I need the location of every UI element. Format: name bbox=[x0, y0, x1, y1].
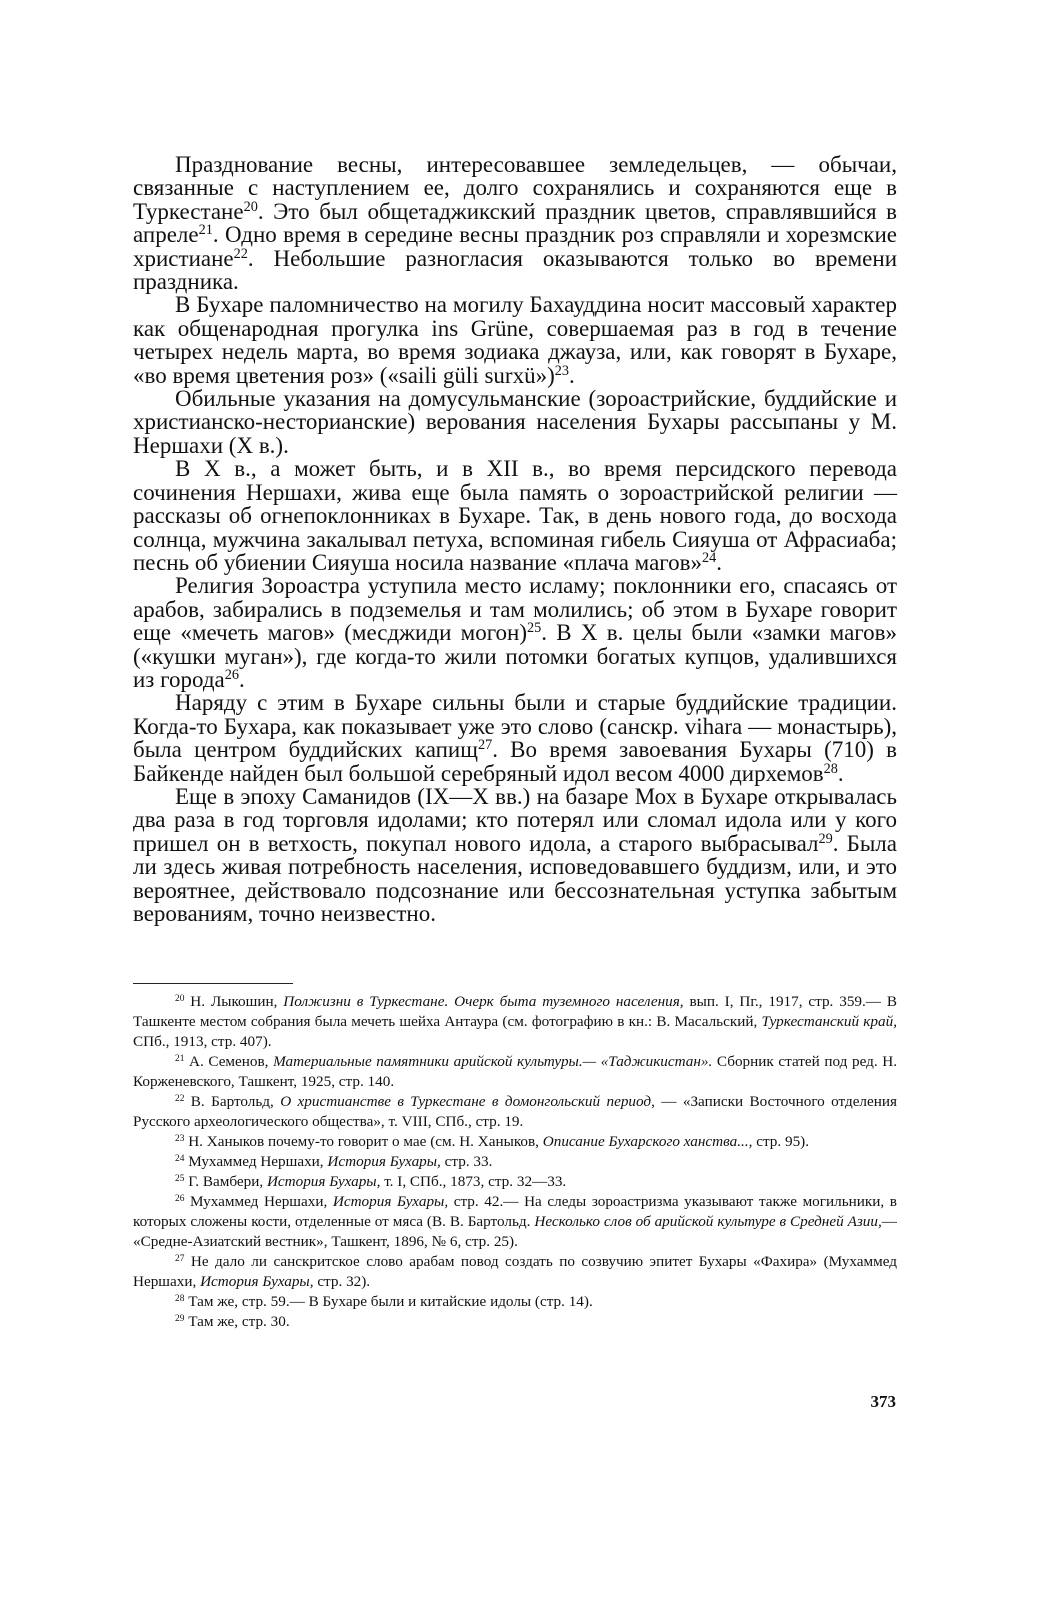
footnote bbox=[133, 1172, 897, 1192]
footnote-ref: 20 bbox=[243, 198, 258, 215]
footnote-text: Там же, стр. 30. bbox=[188, 1313, 290, 1330]
paragraph-text: . Небольшие разногласия оказываются только во времени праздника. bbox=[133, 245, 897, 295]
footnote bbox=[133, 1152, 897, 1172]
paragraph-text: . В X в. целы были «замки магов» («кушки муган»), где когда-то жили потомки богатых купцов, удалившихся из города bbox=[133, 620, 897, 692]
paragraph-text: . bbox=[837, 760, 844, 786]
footnote bbox=[133, 992, 897, 1052]
footnote bbox=[133, 1092, 897, 1132]
paragraph-text: . Была ли здесь живая потребность населения, исповедовавшего буддизм, или, и это вероятнее, действовало подсознание или бессознательная уступка забытым верованиям, точно неизвестно. bbox=[133, 830, 897, 926]
footnote bbox=[133, 1312, 897, 1332]
footnote-text: стр. 42.— На следы зороастризма указывают также могильники, в которых сложены кости, отделенные от мяса (В. В. Бартольд. bbox=[133, 1193, 897, 1230]
footnote-title: Полжизни в Туркестане. Очерк быта туземного населения, bbox=[283, 993, 684, 1010]
paragraph bbox=[133, 153, 897, 293]
footnote-number: 29 bbox=[175, 1313, 185, 1324]
footnote-text: Н. Лыкошин, bbox=[190, 993, 284, 1010]
footnote-number: 24 bbox=[175, 1153, 185, 1164]
footnote-ref: 28 bbox=[823, 760, 838, 777]
footnote-number: 20 bbox=[175, 993, 185, 1004]
footnote-ref: 24 bbox=[702, 550, 717, 567]
footnote-text: А. Семенов, bbox=[189, 1053, 274, 1070]
paragraph bbox=[133, 293, 897, 387]
paragraph-text: . Во время завоевания Бухары (710) в Байкенде найден был большой серебряный идол весом 4000 дирхемов bbox=[133, 737, 897, 786]
paragraph bbox=[133, 785, 897, 925]
footnote-title: История Бухары, bbox=[200, 1273, 314, 1290]
paragraph-text: . bbox=[568, 362, 575, 388]
footnote-title: Материальные памятники арийской культуры.— «Таджикистан». bbox=[273, 1053, 713, 1070]
footnote bbox=[133, 1192, 897, 1252]
paragraph-text: . bbox=[239, 666, 245, 692]
footnote bbox=[133, 1252, 897, 1292]
footnote-title: Туркестанский край, bbox=[761, 1013, 897, 1030]
footnote bbox=[133, 1052, 897, 1092]
footnote-text: вып. I, Пг., 1917, стр. 359.— В Ташкенте местом собрания была мечеть шейха Антаура (см. фотографию в кн.: В. Масальский, bbox=[133, 993, 898, 1030]
paragraph-text: В X в., а может быть, и в XII в., во время персидского перевода сочинения Нершахи, жива еще была память о зороастрийской религии — рассказы об огнепоклонниках в Бухаре. Так, в день нового года, до восхода солнца, мужчина закалывал петуха, вспоминая гибель Сияуша от Афрасиаба; песнь об убиении Сияуша носила название «плача магов» bbox=[133, 456, 897, 575]
paragraph-text: . bbox=[716, 549, 722, 575]
paragraph-text: . Это был общетаджикский праздник цветов, справлявшийся в апреле bbox=[133, 198, 897, 248]
footnote bbox=[133, 1292, 897, 1312]
footnote-number: 26 bbox=[175, 1193, 185, 1204]
footnote-text: Сборник статей под ред. Н. Корженевского, Ташкент, 1925, стр. 140. bbox=[133, 1053, 898, 1090]
footnote-ref: 29 bbox=[818, 830, 833, 847]
paragraph-text: Религия Зороастра уступила место исламу; поклонники его, спасаясь от арабов, забирались в подземелья и там молились; об этом в Бухаре говорит еще «мечеть магов» (месджиди могон) bbox=[133, 573, 897, 646]
paragraph-text: В Бухаре паломничество на могилу Бахауддина носит массовый характер как общенародная прогулка ins Grüne, совершаемая раз в год в течение четырех недель марта, во время зодиака джауза, или, как говорят в Бухаре, «во время цветения роз» («saili güli surxü») bbox=[133, 292, 897, 388]
footnote-number: 23 bbox=[175, 1133, 185, 1144]
paragraph-text: . Одно время в середине весны праздник роз справляли и хорезмские христиане bbox=[133, 222, 897, 271]
footnote-text: — «Средне-Азиатский вестник», Ташкент, 1896, № 6, стр. 25). bbox=[133, 1213, 897, 1250]
footnote-title: История Бухары, bbox=[332, 1193, 449, 1210]
footnote-title: История Бухары, bbox=[266, 1173, 381, 1190]
footnote-text: Не дало ли санскритское слово арабам повод создать по созвучию эпитет Бухары «Фахира» (Мухаммед Нершахи, bbox=[133, 1253, 897, 1290]
footnote-text: Н. Ханыков почему-то говорит о мае (см. Н. Ханыков, bbox=[188, 1133, 543, 1150]
footnote-title: История Бухары, bbox=[327, 1153, 441, 1170]
footnote-number: 27 bbox=[175, 1253, 185, 1264]
page-number: 373 bbox=[870, 1392, 896, 1411]
footnote-title: Несколько слов об арийской культуре в Средней Азии, bbox=[534, 1213, 882, 1230]
paragraph bbox=[133, 691, 897, 785]
footnote-text: Мухаммед Нершахи, bbox=[190, 1193, 333, 1210]
footnote-title: О христианстве в Туркестане в домонгольский период, bbox=[280, 1093, 655, 1110]
footnote-text: стр. 33. bbox=[440, 1153, 493, 1170]
paragraph bbox=[133, 457, 897, 574]
footnote-title: Описание Бухарского ханства..., bbox=[542, 1133, 753, 1150]
paragraph bbox=[133, 387, 897, 457]
footnote-ref: 26 bbox=[224, 667, 240, 684]
paragraph-text: Еще в эпоху Саманидов (IX—X вв.) на базаре Мох в Бухаре открывалась два раза в год торговля идолами; кто потерял или сломал идола или у кого пришел он в ветхость, покупал нового идола, а старого выбрасывал bbox=[133, 783, 897, 856]
paragraph-text: Празднование весны, интересовавшее земледельцев, — обычаи, связанные с наступлением ее, долго сохранялись и сохраняются еще в Туркестане bbox=[133, 152, 897, 224]
footnote-number: 21 bbox=[175, 1053, 185, 1064]
footnote-text: Г. Вамбери, bbox=[188, 1173, 267, 1190]
footnote-text: Там же, стр. 59.— В Бухаре были и китайские идолы (стр. 14). bbox=[188, 1293, 593, 1310]
footnote-ref: 25 bbox=[527, 620, 542, 637]
footnote-ref: 21 bbox=[198, 222, 213, 239]
paragraph bbox=[133, 574, 897, 691]
footnote-number: 22 bbox=[175, 1093, 185, 1104]
footnote-text: стр. 32). bbox=[313, 1273, 371, 1290]
footnote-ref: 22 bbox=[233, 245, 248, 262]
footnote-number: 28 bbox=[175, 1293, 185, 1304]
footnote bbox=[133, 1132, 897, 1152]
footnote-text: В. Бартольд, bbox=[190, 1093, 281, 1110]
footnote-number: 25 bbox=[175, 1173, 185, 1184]
footnote-text: Мухаммед Нершахи, bbox=[188, 1153, 328, 1170]
footnote-text: СПб., 1913, стр. 407). bbox=[133, 1033, 272, 1050]
footnote-ref: 27 bbox=[477, 737, 493, 754]
footnote-text: т. I, СПб., 1873, стр. 32—33. bbox=[380, 1173, 567, 1190]
paragraph-text: Обильные указания на домусульманские (зороастрийские, буддийские и христианско-несторианские) верования населения Бухары рассыпаны у М. Нершахи (X в.). bbox=[133, 386, 897, 458]
paragraph-text: Наряду с этим в Бухаре сильны были и старые буддийские традиции. Когда-то Бухара, как показывает уже это слово (санскр. vihara — монастырь), была центром буддийских капищ bbox=[133, 690, 897, 763]
main-text bbox=[133, 153, 897, 925]
footnote-text: стр. 95). bbox=[752, 1133, 810, 1150]
footnote-divider bbox=[133, 983, 293, 984]
footnote-text: — «Записки Восточного отделения Русского археологического общества», т. VIII, СПб., стр. 19. bbox=[133, 1093, 897, 1130]
footnotes bbox=[133, 992, 897, 1332]
footnote-ref: 23 bbox=[554, 362, 569, 379]
